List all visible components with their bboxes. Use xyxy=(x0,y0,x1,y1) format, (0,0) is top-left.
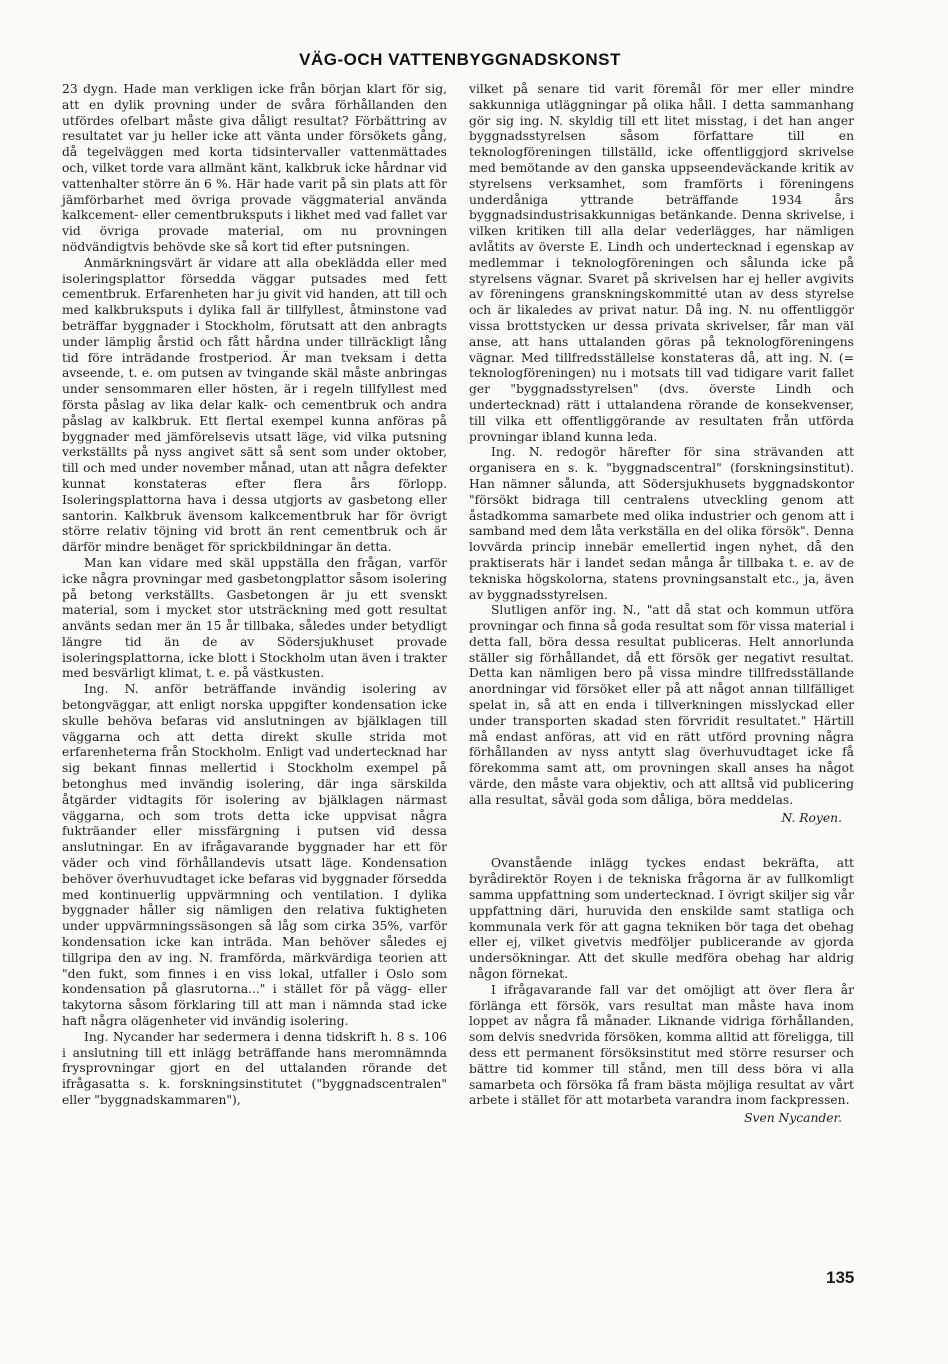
signature-nycander: Sven Nycander. xyxy=(744,1111,842,1126)
right-column xyxy=(469,82,854,1127)
body-paragraph: Ing. N. redogör härefter för sina strävanden att organisera en s. k. "byggnadscentral" (forskningsinstitut). Han nämner sålunda, att Södersjukhusets byggnadskontor "försökt bidraga till centralens utveckling genom att åstadkomma samarbete med olika industrier och genom att i samband med dem låta verkställa en del olika försök". Denna lovvärda princip innebär emellertid ingen nyhet, då den praktiserats här i landet sedan många år tillbaka t. e. av de tekniska högskolorna, statens provningsanstalt etc., ja, även av byggnadsstyrelsen. xyxy=(469,445,854,602)
signature-royen: N. Royen. xyxy=(781,810,842,825)
body-paragraph: Ing. Nycander har sedermera i denna tidskrift h. 8 s. 106 i anslutning till ett inlägg beträffande hans meromnämnda frysprovningar gjort en del uttalanden rörande det ifrågasatta s. k. forskningsinstitutet ("byggnadscentralen" eller "byggnadskammaren"), xyxy=(62,1029,447,1107)
page-header-title: VÄG-OCH VATTENBYGGNADSKONST xyxy=(299,50,621,69)
body-paragraph: Man kan vidare med skäl uppställa den frågan, varför icke några provningar med gasbetongplattor såsom isolering på betong verkställts. Gasbetongen är ju ett svenskt material, som i mycket stor utsträckning med gott resultat använts sedan mer än 15 år tillbaka, således under betydligt längre tid än de av Södersjukhuset provade isoleringsplattorna, icke blott i Stockholm utan även i trakter med besvärligt klimat, t. e. på västkusten. xyxy=(62,555,447,681)
page-number: 135 xyxy=(826,1268,855,1287)
reply-paragraph: Ovanstående inlägg tyckes endast bekräfta, att byrådirektör Royen i de tekniska frågorna är av fullkomligt samma uppfattning som undertecknad. I övrigt skiljer sig vår uppfattning däri, huruvida den enskilde samt statliga och kommunala verk för att gagna tekniken bör taga det obehag eller ej, vilket givetvis medföljer publicerande av gjorda undersökningar. Att det skulle medföra obehag har aldrig någon förnekat. xyxy=(469,856,854,982)
left-column xyxy=(62,82,447,1109)
body-paragraph: Slutligen anför ing. N., "att då stat och kommun utföra provningar och finna så goda resultat som för vissa material i detta fall, böra dessa resultat publiceras. Helt annorlunda ställer sig förhållandet, då ett försök ger negativt resultat. Detta kan nämligen bero på vissa mindre tillfredsställande anordningar vid försöket eller på att något annan tillfälliget spelat in, så att en enda i tillverkningen misslyckad eller under transporten skadad sten förvridit resultatet." Härtill må endast anföras, att vid en rätt utförd provning några förhållanden av nyss antytt slag överhuvudtaget icke få förekomma samt att, om provningen skall anses ha något värde, den måste vara objektiv, och att alltså vid publicering alla resultat, såväl goda som dåliga, böra meddelas. xyxy=(469,603,854,807)
body-paragraph: Ing. N. anför beträffande invändig isolering av betongväggar, att enligt norska uppgifter kondensation icke skulle behöva befaras vid anslutningen av bjälklagen till väggarna och att detta direkt skulle strida mot erfarenheterna från Stockholm. Enligt vad undertecknad har sig bekant finnas mellertid i Stockholm exempel på betonghus med invändig isolering, där inga särskilda åtgärder vidtagits för isolering av bjälklagen närmast väggarna, och som trots detta icke uppvisat några fukträander eller missfärgning i putsen vid dessa anslutningar. En av ifrågavarande byggnader har ett för väder och vind förhållandevis utsatt läge. Kondensation behöver överhuvudtaget icke befaras vid byggnader försedda med kontinuerlig uppvärmning och ventilation. I dylika byggnader håller sig nämligen den relativa fuktigheten under uppvärmningssäsongen så låg som cirka 35%, varför kondensation icke kan inträda. Man behöver således ej tillgripa den av ing. N. framförda, märkvärdiga teorien att "den fukt, som finnes i en viss lokal, utfaller i Oslo som kondensation på glasrutorna..." i stället för på vägg- eller takytorna såsom förklaring till att man i nämnda stad icke haft några olägenheter vid invändig isolering. xyxy=(62,682,447,1029)
reply-paragraph: I ifrågavarande fall var det omöjligt att över flera år förlänga ett försök, vars resultat man måste hava inom loppet av några få månader. Liknande vidriga förhållanden, som delvis snedvrida försöken, komma alltid att föreligga, till dess ett permanent försöksinstitut med större resurser och bättre tid kommer till stånd, men till dess böra vi alla samarbeta och försöka få fram bästa möjliga resultat av vårt arbete i stället för att motarbeta varandra inom fackpressen. xyxy=(469,982,854,1108)
body-paragraph: 23 dygn. Hade man verkligen icke från början klart för sig, att en dylik provning under de svåra förhållanden den utfördes ofelbart måste giva dåligt resultat? Förbättring av resultatet var ju heller icke att vänta under försökets gång, då tegelväggen med korta tidsintervaller vattenmättades och, vilket torde vara allmänt känt, kalkbruk icke hårdnar vid vattenhalter större än 6 %. Här hade varit på sin plats att för jämförbarhet med övriga provade väggmaterial använda kalkcement- eller cementbruksputs i likhet med vad fallet var vid övriga provade material, om nu provningen nödvändigtvis behövde ske så kort tid efter putsningen. xyxy=(62,82,447,254)
body-paragraph: vilket på senare tid varit föremål för mer eller mindre sakkunniga utläggningar på olika håll. I detta sammanhang gör sig ing. N. skyldig till ett litet misstag, i det han anger byggnadsstyrelsen såsom författare till en teknologföreningen tillställd, icke offentliggjord skrivelse med bemötande av den ganska uppseendeväckande kritik av styrelsens verksamhet, som framförts i föreningens underdåniga yttrande beträffande 1934 års byggnadsindustrisakkunnigas betänkande. Denna skrivelse, i vilken kritiken till alla delar vederlägges, har nämligen avlåtits av överste E. Lindh och undertecknad i egenskap av medlemmar i teknologföreningen och sålunda icke på styrelsens vägnar. Svaret på skrivelsen har ej heller avgivits av föreningens granskningskommitté utan av dess styrelse och är likaledes av privat natur. Då ing. N. nu offentliggör vissa brottstycken ur dessa privata skrivelser, får man väl anse, att hans uttalanden göras på teknologföreningens vägnar. Med tillfredsställelse konstateras då, att ing. N. (= teknologföreningen) nu i motsats till vad tidigare varit fallet ger "byggnadsstyrelsen" (dvs. överste Lindh och undertecknad) rätt i uttalandena rörande de konsekvenser, till vilka ett offentliggörande av resultaten från utförda provningar ibland kunna leda. xyxy=(469,82,854,444)
section-gap xyxy=(469,826,854,856)
body-paragraph: Anmärkningsvärt är vidare att alla obeklädda eller med isoleringsplattor försedda väggar putsades med fett cementbruk. Erfarenheten har ju givit vid handen, att till och med kalkbruksputs i dylika fall är tillfyllest, åtminstone vad beträffar byggnader i Stockholm, förutsatt att den anbragts under lämplig årstid och fått hårdna under tillräckligt lång tid före inträdande frostperiod. Är man tveksam i detta avseende, t. e. om putsen av tvingande skäl måste anbringas under sensommaren eller hösten, är i regeln tillfyllest med första påslag av lika delar kalk- och cementbruk och andra påslag av kalkbruk. Ett flertal exempel kunna anföras på byggnader med jämförelsevis utsatt läge, vid vilka putsning verkställts på nyss angivet sätt så sent som under oktober, till och med under november månad, utan att några defekter kunnat konstateras efter flera års förlopp. Isoleringsplattorna hava i dessa utgjorts av gasbetong eller santorin. Kalkbruk ävensom kalkcementbruk har för övrigt större relativ töjning vid brott än rent cementbruk och är därför mindre benäget för sprickbildningar än detta. xyxy=(62,255,447,555)
